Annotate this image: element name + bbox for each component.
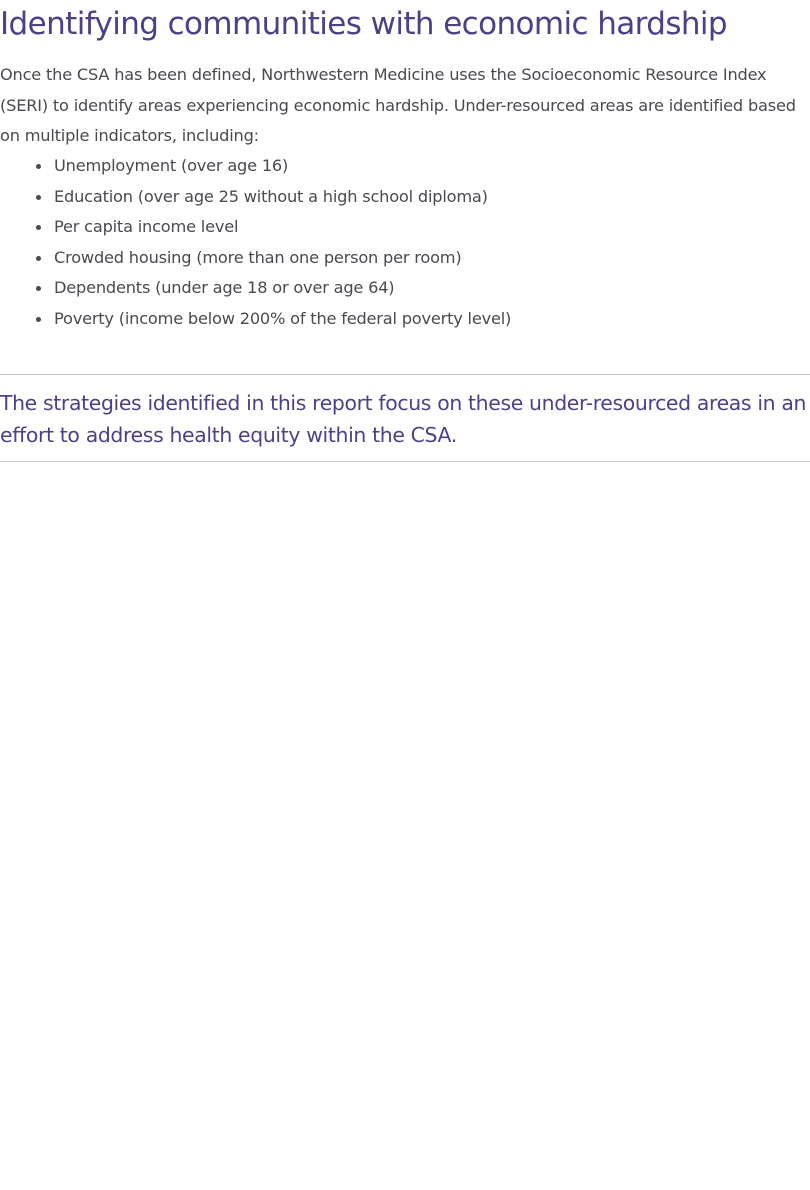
- bullet-icon: [36, 195, 41, 200]
- list-item-text: Per capita income level: [54, 217, 239, 237]
- list-item-text: Crowded housing (more than one person per room): [54, 247, 462, 267]
- indicator-list: [0, 151, 511, 335]
- list-item-text: Dependents (under age 18 or over age 64): [54, 278, 395, 298]
- list-item: [54, 243, 511, 274]
- bullet-icon: [36, 286, 41, 291]
- list-item-text: Education (over age 25 without a high school diploma): [54, 186, 488, 206]
- section-heading: Identifying communities with economic hardship: [0, 6, 728, 42]
- bullet-icon: [36, 225, 41, 230]
- intro-paragraph: Once the CSA has been defined, Northwestern Medicine uses the Socioeconomic Resource Index (SERI) to identify areas experiencing economic hardship. Under-resourced areas are identified based on multiple indicators, including:: [0, 65, 796, 145]
- list-item: [54, 151, 511, 182]
- bullet-icon: [36, 164, 41, 169]
- callout-quote: The strategies identified in this report focus on these under-resourced areas in an effort to address health equity within the CSA.: [0, 391, 807, 447]
- callout-bottom-divider: [0, 461, 810, 462]
- callout-top-divider: [0, 374, 810, 375]
- list-item-text: Unemployment (over age 16): [54, 156, 289, 175]
- list-item: [54, 182, 511, 213]
- bullet-icon: [36, 317, 41, 322]
- list-item: [54, 304, 511, 335]
- list-item-text: Poverty (income below 200% of the federal poverty level): [54, 308, 512, 328]
- list-item: [54, 273, 511, 304]
- bullet-icon: [36, 256, 41, 261]
- list-item: [54, 212, 511, 243]
